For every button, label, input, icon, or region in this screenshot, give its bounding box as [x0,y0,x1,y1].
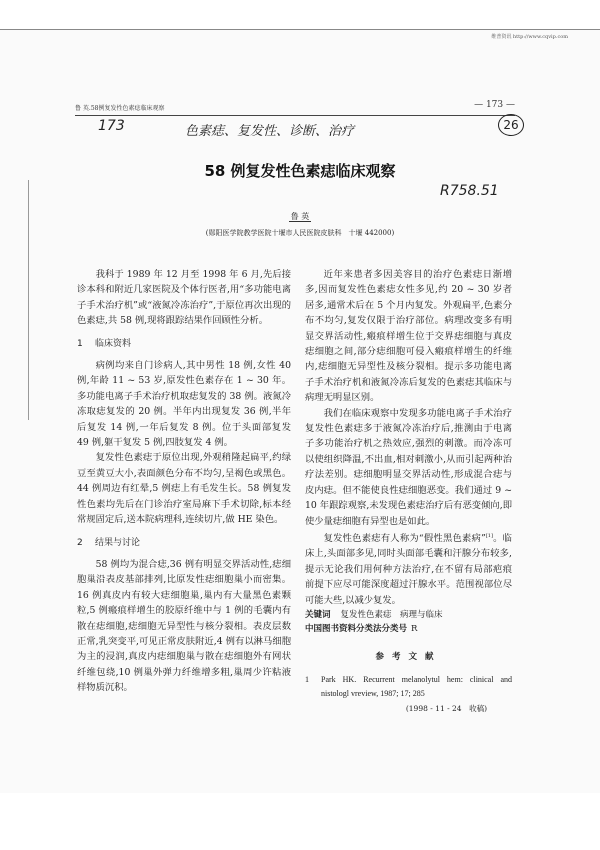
running-header-title: 鲁 英.58例复发性色素痣临床观察 [75,105,165,112]
paragraph: 58 例均为混合痣,36 例有明显交界活动性,痣细胞巢沿表皮基部排列,比原发性痣细胞巢小而密集。16 例真皮内有较大痣细胞巢,巢内有大量黑色素颗粒,5 例瘢痕样增生的胶原纤维中与 1 例的毛囊内有散在痣细胞,痣细胞无异型性与核分裂相。表皮层数正常,乳突变平,可见正常皮肤附近,4 例有以淋马细胞为主的浸润,真皮内痣细胞巢与散在痣细胞外有网状纤维包绕,10 例巢外弹力纤维增多粗,巢周少许粘液样物质沉积。 [77,558,291,694]
affiliation: (郧阳医学院教学医院十堰市人民医院皮肤科 十堰 442000) [205,229,395,237]
section-number: 1 [77,338,83,349]
keywords-label: 关键词 [305,610,331,621]
running-header [75,100,515,116]
paragraph: 近年来患者多因美容目的治疗色素痣日渐增多,因而复发性色素痣女性多见,约 20 ~ 30 岁者居多,通常术后在 5 个月内复发。外观扁平,色素分布不均匀,复发仅限于治疗部位。病理改变多有明显交界活动性,瘢痕样增生位于交界痣细胞与真皮痣细胞之间,部分痣细胞可侵入瘢痕样增生的纤维内,痣细胞无异型性及核分裂相。提示多功能电离子手术治疗机和液氮冷冻后复发的色素痣其临床与病理无明显区别。 [305,269,512,404]
handwritten-page-number: 173 [98,118,125,134]
reference-item [305,673,512,701]
section-heading-2 [77,536,291,551]
paragraph: 我们在临床观察中发现多功能电离子手术治疗复发性色素痣多于液氮冷冻治疗后,推测由于电离子多功能治疗机之热效应,强烈的刺激。而冷冻可以使组织降温,不出血,相对刺激小,从而引起两种治疗法差别。痣细胞明显交界活动性,形成混合痣与皮内痣。但不能使良性痣细胞恶变。我们通过 9 ~ 10 年跟踪观察,未发现色素痣治疗后有恶变倾向,即使少量痣细胞有异型也是如此。 [305,407,512,527]
keywords [305,608,512,622]
paper-title: 58 例复发性色素痣临床观察 [204,162,396,180]
paragraph: 病例均来自门诊病人,其中男性 18 例,女性 40 例,年龄 11 ~ 53 岁,原发性色素存在 1 ~ 30 年。多功能电离子手术治疗机取痣复发的 38 例。液氮冷冻取痣复发的 20 例。半年内出现复发 36 例,半年后复发 14 例,一年后复发 8 例。位于头面部复发 49 例,躯干复发 5 例,四肢复发 4 例。 [77,360,291,449]
paragraph-text: 。临床上,头面部多见,同时头面部毛囊和汗腺分布较多,提示无论我们用何种方法治疗,在不留有局部疤痕前提下应尽可能深度超过汗腺水平。范围视部位尽可能大些,以减少复发。 [305,533,512,606]
keywords-value: 复发性色素痣 病理与临床 [340,610,443,621]
classification-value: R [411,624,418,635]
citation: [1] [485,532,493,539]
watermark-url: 维普资讯 http://www.cqvip.com [491,34,568,40]
paragraph: 复发性色素痣于原位出现,外观稍隆起扁平,约绿豆至黄豆大小,表面颜色分布不均匀,呈褐色或黑色。44 例周边有红晕,5 例痣上有毛发生长。58 例复发性色素均先后在门诊治疗室局麻下手术切除,标本经常规固定后,送本院病理科,连续切片,做 HE 染色。 [77,452,291,526]
reference-number: 1 [305,675,309,685]
section-number: 2 [77,537,83,548]
handwritten-circled-number: 26 [498,114,524,136]
received-date: (1998 - 11 - 24 收稿) [405,704,487,714]
handwritten-class-number: R758.51 [440,183,499,199]
classification [305,622,512,636]
author-name: 鲁 英 [290,212,310,221]
section-heading-1 [77,337,291,352]
right-column [305,267,512,717]
paragraph-text: 复发性色素痣有人称为“假性黑色素病” [323,533,486,544]
reference-text: Park HK. Recurrent melanolytul hem: clinical and nistologl vreview, 1987; 17; 285 [321,675,512,699]
page-number: — 173 — [474,100,515,110]
references-heading: 参考文献 [375,652,442,663]
intro-paragraph: 我科于 1989 年 12 月至 1998 年 6 月,先后接诊本科和附近几家医院及个体行医者,用“多功能电离子手术治疗机”或“液氮冷冻治疗”,于原位再次出现的色素痣,共 58 例,现将跟踪结果作回顾性分析。 [77,269,291,327]
paragraph [305,529,512,608]
handwritten-keywords: 色素痣、复发性、诊断、治疗 [185,124,355,139]
section-title: 结果与讨论 [95,537,141,548]
section-title: 临床资料 [95,338,132,349]
author [0,211,600,222]
left-column [77,267,291,696]
classification-label: 中国图书资料分类法分类号 [305,624,408,635]
